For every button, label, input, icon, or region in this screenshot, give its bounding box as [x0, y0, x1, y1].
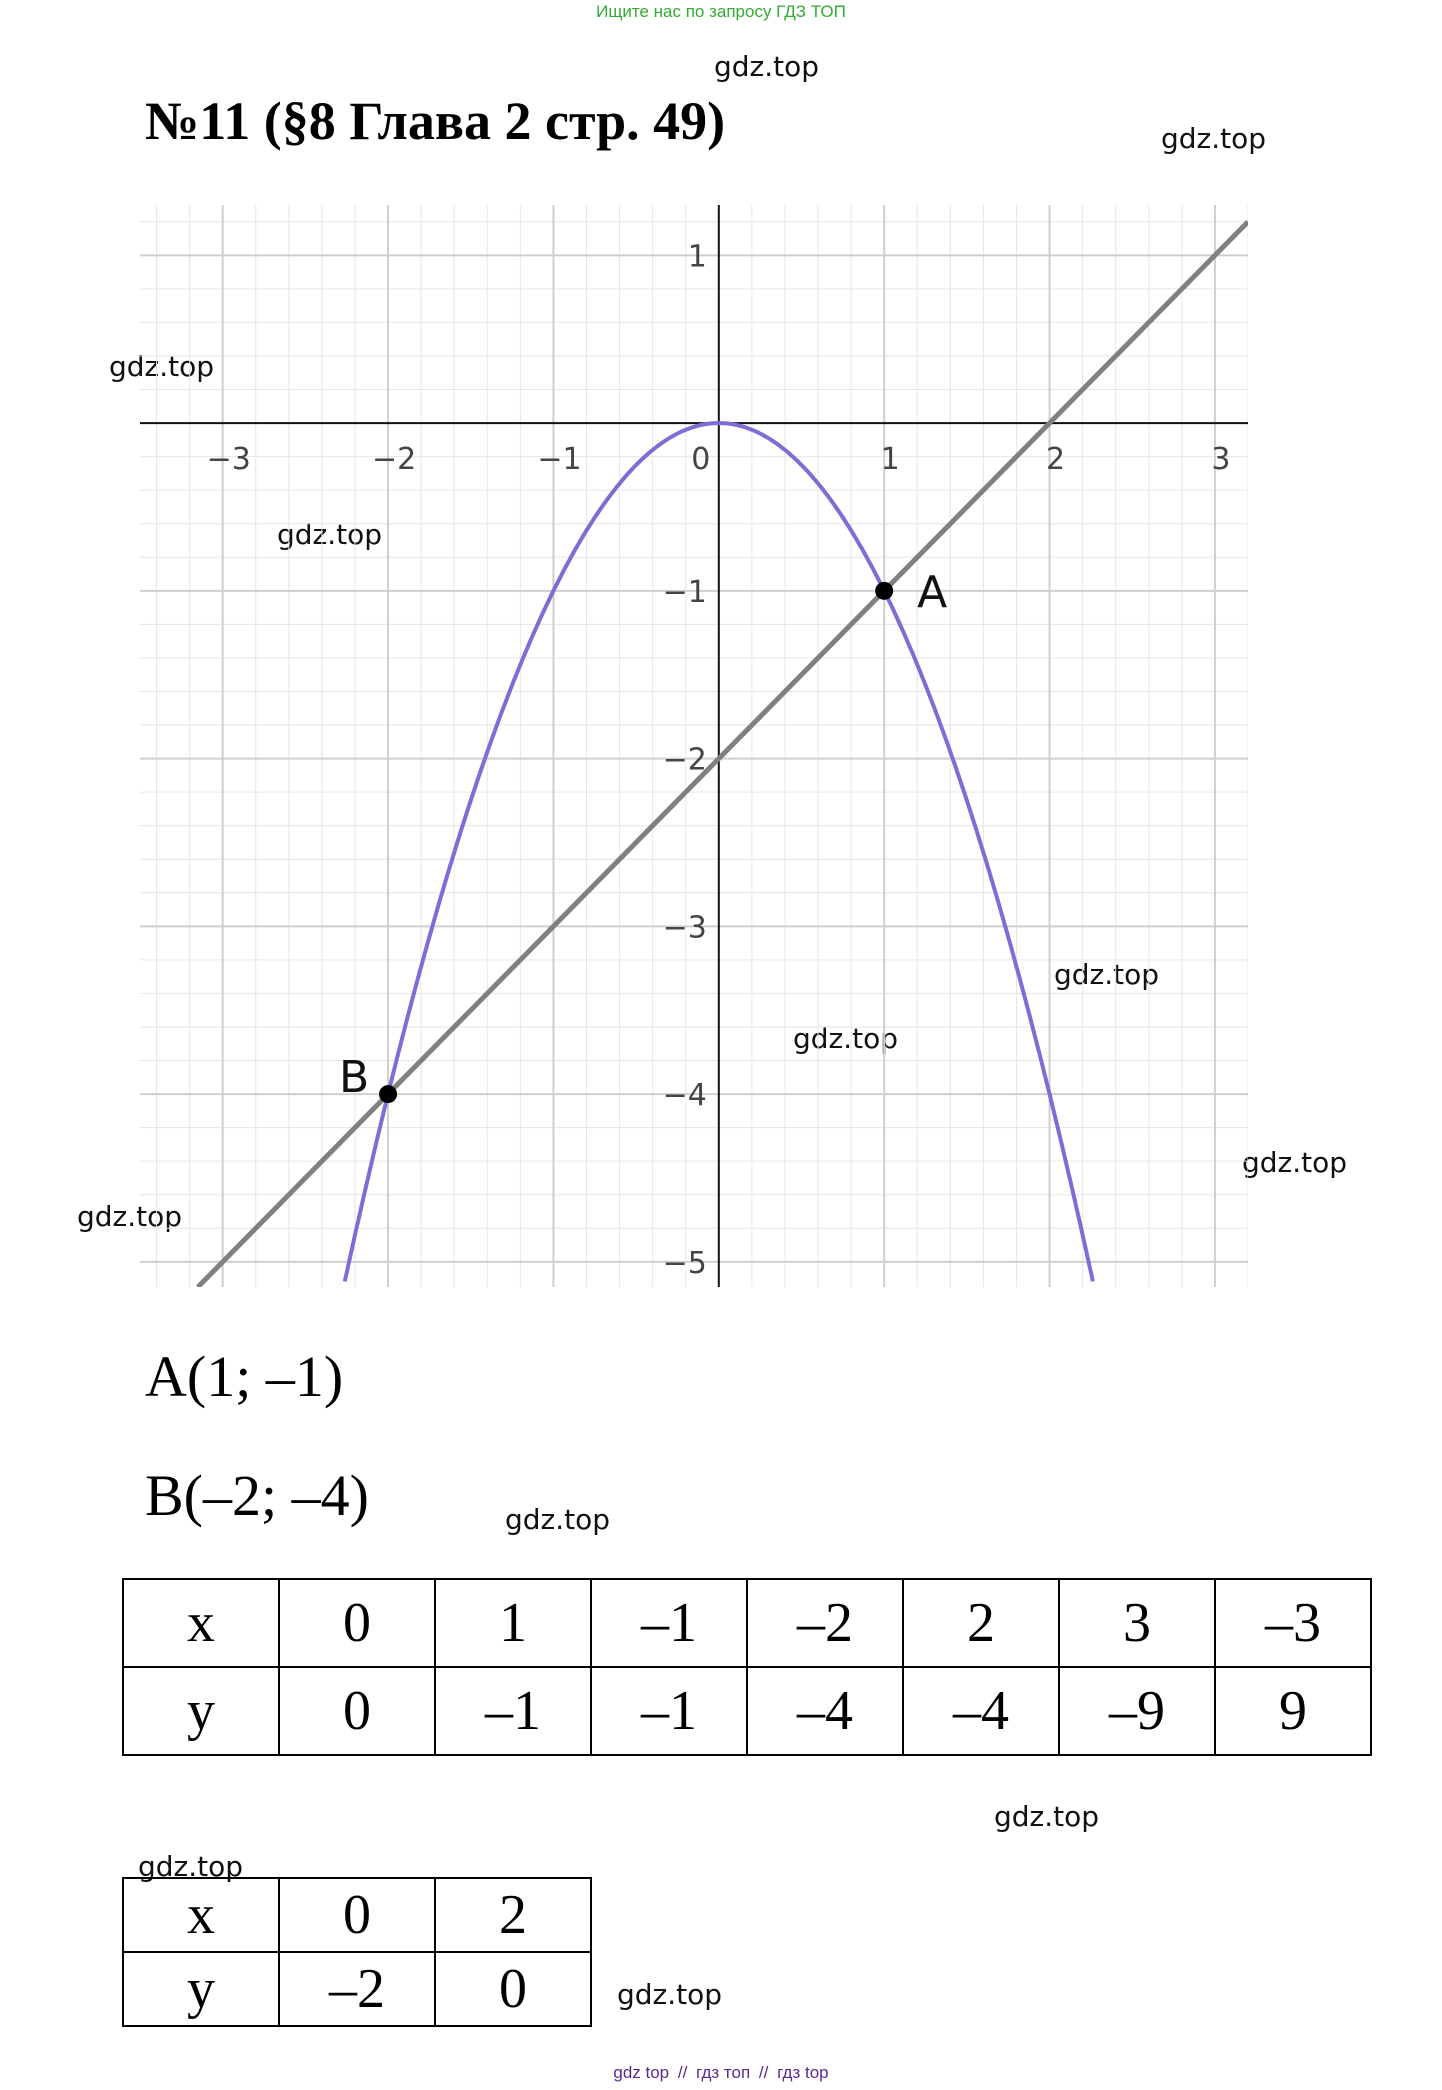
page-title: №11 (§8 Глава 2 стр. 49): [145, 91, 726, 151]
row-header-cell: x: [123, 1878, 279, 1952]
y-tick-label: −5: [662, 1245, 707, 1281]
bottom-link[interactable]: гдз top: [777, 2063, 829, 2082]
watermark: gdz.top: [109, 350, 215, 383]
watermark: gdz.top: [1242, 1146, 1348, 1179]
table-cell: –1: [591, 1667, 747, 1755]
table-cell: –2: [279, 1952, 435, 2026]
watermark: gdz.top: [138, 1850, 244, 1883]
watermark: gdz.top: [994, 1800, 1100, 1833]
watermark: gdz.top: [617, 1978, 723, 2011]
top-banner: Ищите нас по запросу ГДЗ ТОП: [596, 2, 846, 21]
parabola-values-table: [122, 1578, 1372, 1756]
x-tick-label: 1: [880, 442, 900, 478]
row-header-cell: y: [123, 1952, 279, 2026]
point-label-b: B: [338, 1052, 370, 1104]
y-tick-label: −3: [662, 910, 707, 946]
row-header-cell: x: [123, 1579, 279, 1667]
x-tick-label: −3: [206, 442, 251, 478]
watermark: gdz.top: [77, 1200, 183, 1233]
x-tick-label: −2: [371, 442, 417, 478]
table-cell: 3: [1059, 1579, 1215, 1667]
y-tick-label: −1: [662, 574, 707, 610]
table-cell: –2: [747, 1579, 903, 1667]
bottom-link[interactable]: гдз топ: [696, 2063, 751, 2082]
x-tick-label: 3: [1211, 442, 1231, 478]
table-cell: 1: [435, 1579, 591, 1667]
x-tick-label: 0: [691, 442, 711, 478]
table-cell: –9: [1059, 1667, 1215, 1755]
table-cell: –3: [1215, 1579, 1371, 1667]
watermark: gdz.top: [1054, 958, 1160, 991]
table-cell: 0: [279, 1878, 435, 1952]
y-tick-label: 1: [687, 239, 707, 275]
intersection-point-b: [379, 1085, 397, 1103]
table-cell: 9: [1215, 1667, 1371, 1755]
table-row: [123, 1579, 1371, 1667]
separator: //: [758, 2063, 769, 2082]
table-cell: –4: [903, 1667, 1059, 1755]
watermark: gdz.top: [1161, 122, 1267, 155]
separator: //: [677, 2063, 688, 2082]
table-cell: –4: [747, 1667, 903, 1755]
watermark: gdz.top: [277, 518, 383, 551]
y-tick-label: −4: [662, 1078, 707, 1114]
table-row: [123, 1667, 1371, 1755]
x-tick-label: −1: [537, 442, 582, 478]
table-cell: 2: [435, 1878, 591, 1952]
row-header-cell: y: [123, 1667, 279, 1755]
y-tick-label: −2: [662, 742, 707, 778]
function-graph: [140, 205, 1248, 1287]
watermark: gdz.top: [714, 50, 820, 83]
intersection-point-a: [875, 582, 893, 600]
table-cell: 2: [903, 1579, 1059, 1667]
point-label-a: A: [917, 566, 948, 618]
table-cell: 0: [279, 1667, 435, 1755]
line-values-table: [122, 1877, 592, 2027]
point-b-answer: B(–2; –4): [145, 1463, 369, 1528]
table-row: [123, 1878, 591, 1952]
bottom-link[interactable]: gdz top: [613, 2063, 670, 2082]
point-a-answer: A(1; –1): [145, 1344, 344, 1409]
table-cell: 0: [279, 1579, 435, 1667]
x-tick-label: 2: [1046, 442, 1066, 478]
bottom-links: [0, 2063, 1442, 2083]
table-cell: 0: [435, 1952, 591, 2026]
table-cell: –1: [591, 1579, 747, 1667]
table-row: [123, 1952, 591, 2026]
table-cell: –1: [435, 1667, 591, 1755]
watermark: gdz.top: [793, 1022, 899, 1055]
watermark: gdz.top: [505, 1503, 611, 1536]
